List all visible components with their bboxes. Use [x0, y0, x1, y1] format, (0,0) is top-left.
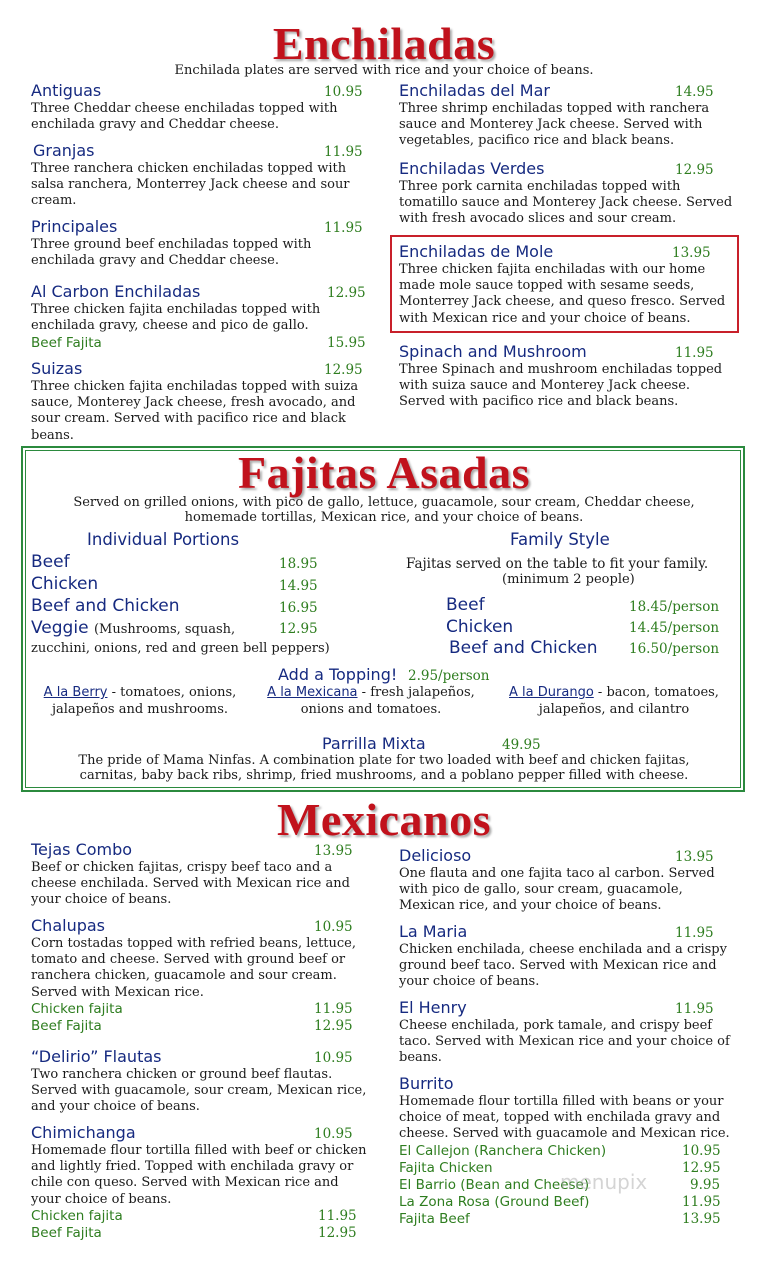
item-description: Three Spinach and mushroom enchiladas topped with suiza sauce and Monterey Jack cheese. Served with pacifico rice and black beans. — [399, 362, 723, 410]
item-description: Three Cheddar cheese enchiladas topped with enchilada gravy and Cheddar cheese. — [31, 101, 338, 133]
family-beef-and-chicken-price: 16.50/person — [629, 641, 720, 657]
item-description: Three chicken fajita enchiladas topped with enchilada gravy, cheese and pico de gallo. — [31, 302, 321, 334]
item-name: Al Carbon Enchiladas — [31, 282, 201, 301]
item-name: La Maria — [399, 922, 468, 941]
item-price: 11.95 — [675, 925, 714, 941]
item-price: 11.95 — [675, 345, 714, 361]
item-description: Corn tostadas topped with refried beans, lettuce, tomato and cheese. Served with ground beef or ranchera chicken, guacamole and sour cream. Served with Mexican rice. — [31, 936, 357, 1000]
portion-chicken-price: 14.95 — [279, 578, 318, 594]
sub-item-price: 11.95 — [682, 1194, 721, 1210]
item-price: 10.95 — [324, 84, 363, 100]
sub-item-price: 11.95 — [318, 1208, 357, 1224]
enchiladas-note: Enchilada plates are served with rice and your choice of beans. — [174, 63, 594, 78]
fajitas-header: Fajitas Asadas — [238, 447, 530, 498]
portion-veggie-name: Veggie — [31, 618, 89, 638]
sub-item-price: 11.95 — [314, 1001, 353, 1017]
family-beef-and-chicken-name[interactable]: Beef and Chicken — [449, 638, 598, 658]
menu-item-al-carbon-enchiladas[interactable] — [31, 283, 369, 355]
item-price: 10.95 — [314, 1050, 353, 1066]
item-name: Antiguas — [31, 81, 102, 100]
portion-veggie[interactable] — [31, 618, 235, 640]
menu-item-enchiladas-de-mole[interactable] — [399, 243, 734, 329]
topping-a-la-berry[interactable] — [26, 685, 254, 718]
parrilla-mixta-description: The pride of Mama Ninfas. A combination plate for two loaded with beef and chicken fajitas, carnitas, baby back ribs, shrimp, fried mushrooms, and a poblano pepper filled with cheese. — [78, 753, 690, 783]
menu-item-delirio-flautas[interactable] — [31, 1048, 369, 1118]
sub-item-price: 15.95 — [327, 335, 366, 351]
item-description: Three shrimp enchiladas topped with ranchera sauce and Monterey Jack cheese. Served with vegetables, pacifico rice and black beans. — [399, 101, 710, 149]
item-name: “Delirio” Flautas — [31, 1047, 162, 1066]
family-beef-price: 18.45/person — [629, 599, 720, 615]
item-price: 14.95 — [675, 84, 714, 100]
item-price: 12.95 — [324, 362, 363, 378]
menu-item-el-henry[interactable] — [399, 999, 734, 1069]
topping-a-la-mexicana[interactable] — [254, 685, 488, 718]
menu-item-burrito[interactable] — [399, 1075, 739, 1231]
item-price: 10.95 — [314, 1126, 353, 1142]
topping-desc: - fresh jalapeños, — [361, 685, 475, 700]
individual-portions-title: Individual Portions — [87, 530, 240, 549]
portion-chicken-name[interactable]: Chicken — [31, 574, 99, 594]
item-name: Chalupas — [31, 916, 105, 935]
item-name: Tejas Combo — [31, 840, 133, 859]
family-chicken-price: 14.45/person — [629, 620, 720, 636]
family-style-note: Fajitas served on the table to fit your family. — [406, 556, 709, 572]
item-price: 13.95 — [672, 245, 711, 261]
menu-item-antiguas[interactable] — [31, 82, 369, 138]
portion-veggie-note-cont: zucchini, onions, red and green bell peppers) — [31, 641, 330, 656]
sub-item-name: Fajita Chicken — [399, 1160, 493, 1176]
item-description: Three ranchera chicken enchiladas topped with salsa ranchera, Monterrey Jack cheese and sour cream. — [31, 161, 350, 209]
topping-desc: - bacon, tomatoes, — [597, 685, 719, 700]
topping-desc: - tomatoes, onions, — [111, 685, 237, 700]
portion-beef-and-chicken-price: 16.95 — [279, 600, 318, 616]
menu-item-enchiladas-verdes[interactable] — [399, 160, 734, 232]
item-price: 13.95 — [314, 843, 353, 859]
sub-item-name: Fajita Beef — [399, 1211, 470, 1227]
sub-item-name: La Zona Rosa (Ground Beef) — [399, 1194, 590, 1210]
menu-item-chimichanga[interactable] — [31, 1124, 369, 1246]
item-name: Suizas — [31, 359, 83, 378]
sub-item-price: 10.95 — [682, 1143, 721, 1159]
family-style-minimum: (minimum 2 people) — [502, 572, 635, 587]
item-price: 13.95 — [675, 849, 714, 865]
menu-item-suizas[interactable] — [31, 360, 369, 446]
topping-desc-cont: jalapeños, and cilantro — [538, 701, 690, 717]
item-price: 11.95 — [675, 1001, 714, 1017]
item-description: Three chicken fajita enchiladas topped with suiza sauce, Monterey Jack cheese, fresh avocado, and sour cream. Served with pacifico rice and black beans. — [31, 379, 359, 443]
item-price: 10.95 — [314, 919, 353, 935]
item-price: 11.95 — [324, 220, 363, 236]
sub-item-price: 12.95 — [314, 1018, 353, 1034]
watermark: menupix — [560, 1170, 648, 1194]
item-name: El Henry — [399, 998, 467, 1017]
item-name: Principales — [31, 217, 118, 236]
sub-item-name: Chicken fajita — [31, 1208, 123, 1224]
item-description: Three pork carnita enchiladas topped with tomatillo sauce and Monterey Jack cheese. Served with fresh avocado slices and sour cream. — [399, 179, 733, 227]
topping-a-la-durango[interactable] — [494, 685, 734, 718]
menu-item-delicioso[interactable] — [399, 847, 734, 917]
menu-item-tejas-combo[interactable] — [31, 841, 359, 913]
menu-item-enchiladas-del-mar[interactable] — [399, 82, 734, 154]
topping-desc-cont: onions and tomatoes. — [300, 701, 442, 717]
sub-item-name: Beef Fajita — [31, 1225, 102, 1241]
item-description: Three chicken fajita enchiladas with our home made mole sauce topped with sesame seeds, Monterrey Jack cheese, and queso fresco. Served with Mexican rice and your choice of beans. — [399, 262, 726, 326]
fajitas-note: Served on grilled onions, with pico de gallo, lettuce, guacamole, sour cream, Cheddar cheese, homemade tortillas, Mexican rice, and your choice of beans. — [73, 495, 695, 525]
portion-veggie-note: (Mushrooms, squash, — [93, 622, 236, 637]
portion-veggie-price: 12.95 — [279, 621, 318, 637]
item-description: Cheese enchilada, pork tamale, and crispy beef taco. Served with Mexican rice and your choice of beans. — [399, 1018, 730, 1066]
item-description: Beef or chicken fajitas, crispy beef taco and a cheese enchilada. Served with Mexican rice and your choice of beans. — [31, 860, 350, 908]
item-price: 12.95 — [675, 162, 714, 178]
portion-beef-price: 18.95 — [279, 556, 318, 572]
item-price: 11.95 — [324, 144, 363, 160]
portion-beef-and-chicken-name[interactable]: Beef and Chicken — [31, 596, 180, 616]
enchiladas-header: Enchiladas — [272, 18, 496, 69]
item-description: Three ground beef enchiladas topped with enchilada gravy and Cheddar cheese. — [31, 237, 312, 269]
item-name: Burrito — [399, 1074, 454, 1093]
item-description: Chicken enchilada, cheese enchilada and a crispy ground beef taco. Served with Mexican rice and your choice of beans. — [399, 942, 727, 990]
family-style-title: Family Style — [510, 530, 610, 549]
sub-item-price: 12.95 — [682, 1160, 721, 1176]
item-description: Homemade flour tortilla filled with beef or chicken and lightly fried. Topped with enchilada gravy or chile con queso. Served with Mexican rice and your choice of beans. — [31, 1143, 367, 1207]
item-description: Homemade flour tortilla filled with beans or your choice of meat, topped with enchilada gravy and cheese. Served with guacamole and Mexican rice. — [399, 1094, 730, 1142]
topping-desc-cont: jalapeños and mushrooms. — [51, 701, 229, 717]
add-topping-price: 2.95/person — [408, 668, 490, 684]
item-name: Enchiladas de Mole — [399, 242, 554, 261]
item-name: Enchiladas Verdes — [399, 159, 545, 178]
item-price: 12.95 — [327, 285, 366, 301]
menu-item-chalupas[interactable] — [31, 917, 359, 1037]
menu-item-principales[interactable] — [31, 218, 369, 274]
topping-name: A la Durango — [509, 685, 594, 700]
family-chicken-name[interactable]: Chicken — [446, 617, 514, 637]
topping-name: A la Mexicana — [267, 685, 358, 700]
family-beef-name[interactable]: Beef — [446, 595, 485, 615]
menu-item-spinach-and-mushroom[interactable] — [399, 343, 734, 415]
item-name: Delicioso — [399, 846, 472, 865]
sub-item-price: 13.95 — [682, 1211, 721, 1227]
item-name: Enchiladas del Mar — [399, 81, 550, 100]
menu-item-granjas[interactable] — [31, 142, 369, 214]
item-name: Chimichanga — [31, 1123, 136, 1142]
item-name: Granjas — [33, 141, 95, 160]
sub-item-name: Chicken fajita — [31, 1001, 123, 1017]
sub-item-name: El Callejon (Ranchera Chicken) — [399, 1143, 607, 1159]
mexicanos-header: Mexicanos — [276, 794, 491, 845]
sub-item-name: Beef Fajita — [31, 1018, 102, 1034]
topping-name: A la Berry — [43, 685, 108, 700]
item-description: Two ranchera chicken or ground beef flautas. Served with guacamole, sour cream, Mexican rice, and your choice of beans. — [31, 1067, 367, 1115]
item-name: Spinach and Mushroom — [399, 342, 587, 361]
parrilla-mixta-name[interactable]: Parrilla Mixta — [322, 734, 426, 753]
sub-item-name: Beef Fajita — [31, 335, 102, 351]
portion-beef-name[interactable]: Beef — [31, 552, 70, 572]
add-topping-title: Add a Topping! — [278, 665, 398, 684]
item-description: One flauta and one fajita taco al carbon. Served with pico de gallo, sour cream, guacamole, Mexican rice, and your choice of beans. — [399, 866, 715, 914]
sub-item-price: 9.95 — [690, 1177, 721, 1193]
parrilla-mixta-price: 49.95 — [502, 737, 541, 753]
sub-item-name: El Barrio (Bean and Cheese) — [399, 1177, 590, 1193]
menu-item-la-maria[interactable] — [399, 923, 734, 993]
sub-item-price: 12.95 — [318, 1225, 357, 1241]
